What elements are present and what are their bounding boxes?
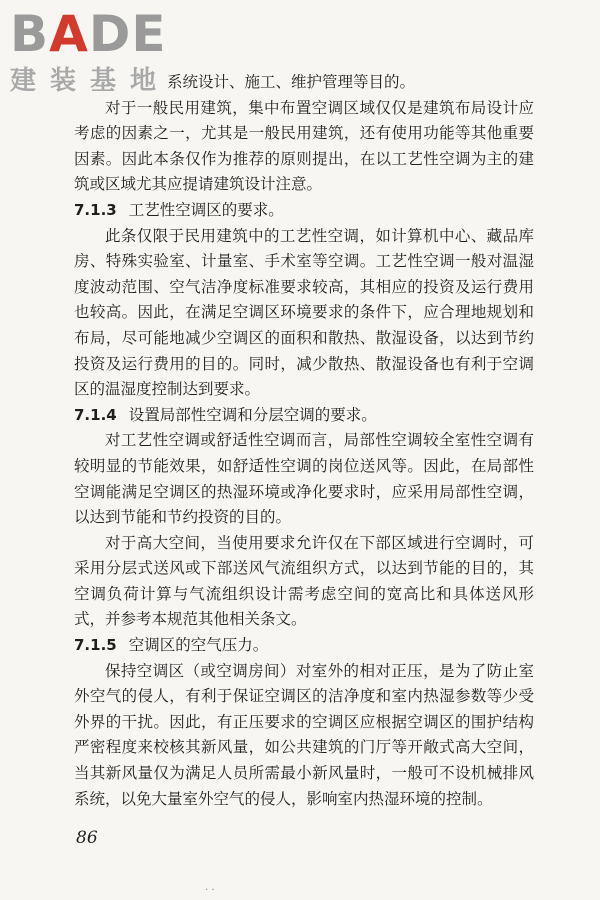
page-number: 86 [76, 828, 98, 848]
section-title: 设置局部性空调和分层空调的要求。 [128, 405, 377, 424]
section-heading-7-1-3 [74, 198, 534, 224]
paragraph: 对于一般民用建筑，集中布置空调区域仅仅是建筑布局设计应考虑的因素之一，尤其是一般民用建筑，还有使用功能等其他重要因素。因此本条仅作为推荐的原则提出，在以工艺性空调为主的建筑或区域尤其应提请建筑设计注意。 [74, 98, 534, 194]
logo-wordmark: BADE [10, 5, 167, 63]
section-number: 7.1.3 [74, 200, 117, 219]
section-number: 7.1.5 [74, 636, 117, 655]
paragraph: 对工艺性空调或舒适性空调而言，局部性空调较全室性空调有较明显的节能效果，如舒适性空调的岗位送风等。因此，在局部性空调能满足空调区的热湿环境或净化要求时，应采用局部性空调，以达到节能和节约投资的目的。 [74, 431, 534, 527]
section-title: 空调区的空气压力。 [128, 636, 269, 655]
section-heading-7-1-4 [74, 403, 534, 429]
footer-dots: · · [205, 885, 215, 896]
section-heading-7-1-5 [74, 633, 534, 659]
paragraph: 此条仅限于民用建筑中的工艺性空调，如计算机中心、藏品库房、特殊实验室、计量室、手术室等空调。工艺性空调一般对温湿度波动范围、空气洁净度标准要求较高，其相应的投资及运行费用也较高。因此，在满足空调区环境要求的条件下，应合理地规划和布局，尽可能地减少空调区的面积和散热、散湿设备，以达到节约投资及运行费用的目的。同时，减少散热、散湿设备也有利于空调区的温湿度控制达到要求。 [74, 226, 534, 399]
body-text [74, 70, 534, 812]
paragraph: 保持空调区（或空调房间）对室外的相对正压，是为了防止室外空气的侵人，有利于保证空调区的洁净度和室内热湿参数等少受外界的干扰。因此，有正压要求的空调区应根据空调区的围护结构严密程度来校核其新风量，如公共建筑的门厅等开敞式高大空间，当其新风量仅为满足人员所需最小新风量时，一般可不设机械排风系统，以免大量室外空气的侵人，影响室内热湿环境的控制。 [74, 661, 534, 808]
section-number: 7.1.4 [74, 405, 117, 424]
paragraph: 对于高大空间，当使用要求允许仅在下部区域进行空调时，可采用分层式送风或下部送风气流组织方式，以达到节能的目的，其空调负荷计算与气流组织设计需考虑空间的宽高比和具体送风形式，并参考本规范其他相关条文。 [74, 533, 534, 629]
section-title: 工艺性空调区的要求。 [128, 200, 284, 219]
logo-subtitle: 建装基地 [10, 66, 171, 96]
paragraph-continuation: 系统设计、施工、维护管理等目的。 [167, 73, 416, 91]
